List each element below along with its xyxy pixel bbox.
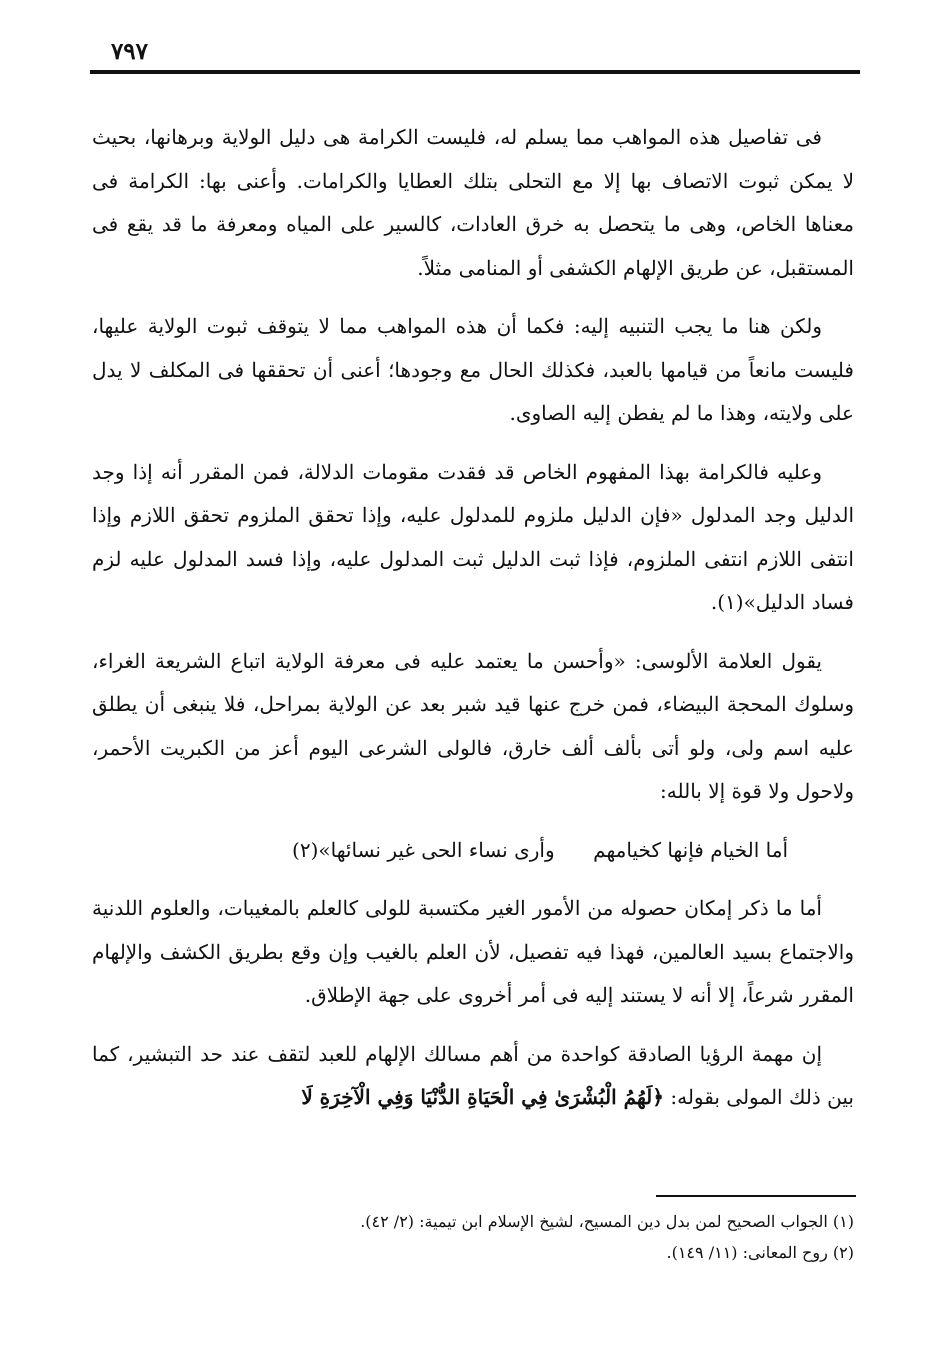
paragraph-6-text: إن مهمة الرؤيا الصادقة كواحدة من أهم مسالك الإلهام للعبد لتقف عند حد التبشير، كما بين ذلك المولى بقوله: [92,1041,854,1109]
verse-hemistich-1: أما الخيام فإنها كخيامهم [593,837,788,862]
page-number: ٧٩٧ [110,38,148,65]
paragraph-6 [92,1033,854,1120]
poetry-verse [92,829,854,873]
body-text [92,116,854,1135]
verse-hemistich-2: وأرى نساء الحى غير نسائها»(٢) [292,837,555,862]
paragraph-5: أما ما ذكر إمكان حصوله من الأمور الغير مكتسبة للولى كالعلم بالمغيبات، والعلوم اللدنية والاجتماع بسيد العالمين، فهذا فيه تفصيل، لأن العلم بالغيب وإن وقع بطريق الكشف والإلهام المقرر شرعاً، إلا أنه لا يستند إليه فى أمر أخروى على جهة الإطلاق. [92,896,854,1007]
footnote-2: (٢) روح المعانى: (١١/ ١٤٩). [666,1243,854,1262]
footnotes [92,1206,854,1268]
quran-quote: ﴿لَهُمُ الْبُشْرَىٰ فِي الْحَيَاةِ الدُّنْيَا وَفِي الْآخِرَةِ لَا [301,1085,664,1109]
paragraph-4: يقول العلامة الألوسى: «وأحسن ما يعتمد عليه فى معرفة الولاية اتباع الشريعة الغراء، وسلوك المحجة البيضاء، فمن خرج عنها قيد شبر بعد عن الولاية بمراحل، فلا ينبغى أن يطلق عليه اسم ولى، ولو أتى بألف ألف خارق، فالولى الشرعى اليوم أعز من الكبريت الأحمر، ولاحول ولا قوة إلا بالله: [92,648,854,803]
footnote-1: (١) الجواب الصحيح لمن بدل دين المسيح، لشيخ الإسلام ابن تيمية: (٢/ ٤٢). [360,1212,854,1231]
header-rule [90,70,860,74]
paragraph-2: ولكن هنا ما يجب التنبيه إليه: فكما أن هذه المواهب مما لا يتوقف ثبوت الولاية عليها، فليست مانعاً من قيامها بالعبد، فكذلك الحال مع وجودها؛ أعنى أن تحققها فى المكلف لا يدل على ولايته، وهذا ما لم يفطن إليه الصاوى. [92,314,854,425]
paragraph-3: وعليه فالكرامة بهذا المفهوم الخاص قد فقدت مقومات الدلالة، فمن المقرر أنه إذا وجد الدليل وجد المدلول «فإن الدليل ملزوم للمدلول عليه، وإذا تحقق الملزوم تحقق اللازم وإذا انتفى اللازم انتفى الملزوم، فإذا ثبت الدليل ثبت المدلول عليه، وإذا فسد المدلول عليه لزم فساد الدليل»(١). [92,459,854,614]
paragraph-1: فى تفاصيل هذه المواهب مما يسلم له، فليست الكرامة هى دليل الولاية وبرهانها، بحيث لا يمكن ثبوت الاتصاف بها إلا مع التحلى بتلك العطايا والكرامات. وأعنى بها: الكرامة فى معناها الخاص، وهى ما يتحصل به خرق العادات، كالسير على المياه ومعرفة ما قد يقع فى المستقبل، عن طريق الإلهام الكشفى أو المنامى مثلاً. [92,125,854,280]
footnote-rule [656,1195,856,1197]
